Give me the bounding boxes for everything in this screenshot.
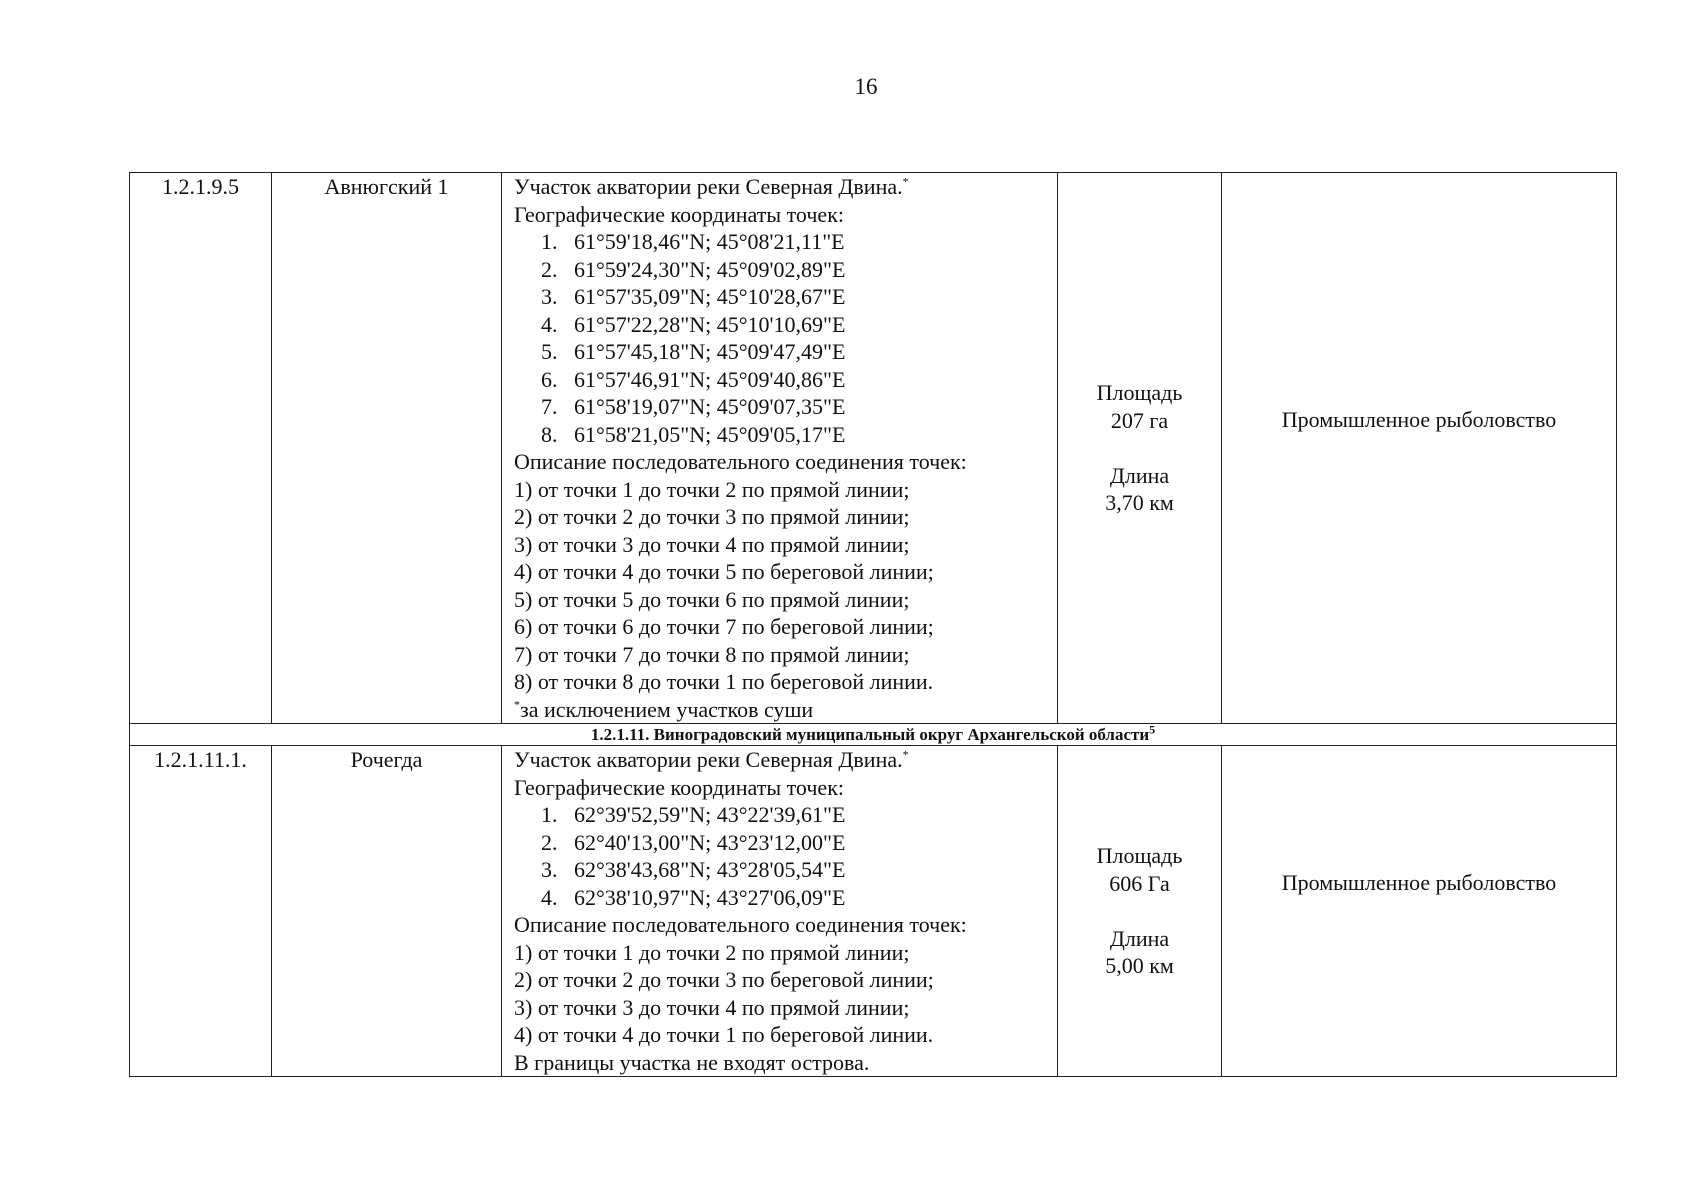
coordinate-item: 4. 62°38'10,97"N; 43°27'06,09"E: [541, 884, 846, 910]
connections-heading: Описание последовательного соединения точек:: [514, 912, 967, 937]
coordinate-item: 8. 61°58'21,05"N; 45°09'05,17"E: [541, 421, 846, 447]
area-label: Площадь: [1096, 380, 1183, 406]
coordinate-item: 7. 61°58'19,07"N; 45°09'07,35"E: [541, 394, 846, 419]
area-label: Площадь: [1096, 843, 1183, 869]
connection-item: 6) от точки 6 до точки 7 по береговой линии;: [514, 614, 934, 639]
length-label: Длина: [1109, 462, 1170, 488]
table-row: [130, 746, 1617, 1077]
connection-item: 3) от точки 3 до точки 4 по прямой линии;: [514, 531, 910, 557]
connection-item: 2) от точки 2 до точки 3 по береговой линии;: [514, 967, 934, 992]
usage-label: Промышленное рыболовство: [1281, 870, 1557, 896]
area-name-cell: Авнюгский 1: [272, 173, 502, 724]
area-value: 207 га: [1110, 407, 1169, 433]
connection-item: 7) от точки 7 до точки 8 по прямой линии;: [514, 641, 910, 667]
coordinate-item: 4. 61°57'22,28"N; 45°10'10,69"E: [541, 311, 846, 337]
closing-note: В границы участка не входят острова.: [514, 1049, 870, 1075]
connection-item: 5) от точки 5 до точки 6 по прямой линии;: [514, 586, 910, 612]
usage-cell: [1222, 173, 1617, 724]
connection-item: 8) от точки 8 до точки 1 по береговой линии.: [514, 669, 934, 694]
coordinate-item: 2. 61°59'24,30"N; 45°09'02,89"E: [541, 256, 846, 282]
connection-item: 4) от точки 4 до точки 5 по береговой линии;: [514, 559, 934, 584]
area-description-cell: [502, 173, 1058, 724]
coordinates-heading: Географические координаты точек:: [514, 774, 844, 800]
connections-heading: Описание последовательного соединения точек:: [514, 449, 967, 474]
coordinate-item: 6. 61°57'46,91"N; 45°09'40,86"E: [541, 366, 846, 392]
area-value: 606 Га: [1109, 870, 1170, 896]
connection-item: 4) от точки 4 до точки 1 по береговой линии.: [514, 1022, 934, 1047]
coordinate-item: 3. 62°38'43,68"N; 43°28'05,54"E: [541, 857, 846, 882]
connection-item: 1) от точки 1 до точки 2 по прямой линии;: [514, 939, 910, 965]
area-code-cell: 1.2.1.9.5: [130, 173, 272, 724]
coordinate-item: 5. 61°57'45,18"N; 45°09'47,49"E: [541, 339, 846, 364]
area-code-cell: 1.2.1.11.1.: [130, 746, 272, 1077]
length-label: Длина: [1109, 925, 1170, 951]
connection-item: 3) от точки 3 до точки 4 по прямой линии;: [514, 994, 910, 1020]
area-size-cell: [1058, 746, 1222, 1077]
connection-item: 1) от точки 1 до точки 2 по прямой линии;: [514, 476, 910, 502]
description-title: Участок акватории реки Северная Двина.*: [514, 747, 909, 772]
coordinate-item: 1. 61°59'18,46"N; 45°08'21,11"E: [541, 229, 845, 254]
area-size-cell: [1058, 173, 1222, 724]
coordinate-item: 1. 62°39'52,59"N; 43°22'39,61"E: [541, 802, 846, 827]
coordinate-item: 3. 61°57'35,09"N; 45°10'28,67"E: [541, 284, 846, 309]
area-description-cell: [502, 746, 1058, 1077]
section-row: [130, 724, 1617, 746]
footnote: *за исключением участков суши: [514, 696, 814, 722]
usage-cell: [1222, 746, 1617, 1077]
section-heading: 1.2.1.11. Виноградовский муниципальный округ Архангельской области$^5$: [130, 724, 1617, 746]
table-row: [130, 173, 1617, 724]
coordinates-heading: Географические координаты точек:: [514, 201, 844, 227]
connection-item: 2) от точки 2 до точки 3 по прямой линии;: [514, 504, 910, 529]
coordinate-item: 2. 62°40'13,00"N; 43°23'12,00"E: [541, 829, 846, 855]
description-title: Участок акватории реки Северная Двина.*: [514, 174, 909, 199]
length-value: 5,00 км: [1105, 953, 1174, 979]
length-value: 3,70 км: [1105, 490, 1174, 516]
page-number: 16: [854, 74, 878, 99]
area-name-cell: Рочегда: [272, 746, 502, 1077]
fishing-areas-table: [129, 172, 1617, 1077]
usage-label: Промышленное рыболовство: [1281, 407, 1557, 433]
